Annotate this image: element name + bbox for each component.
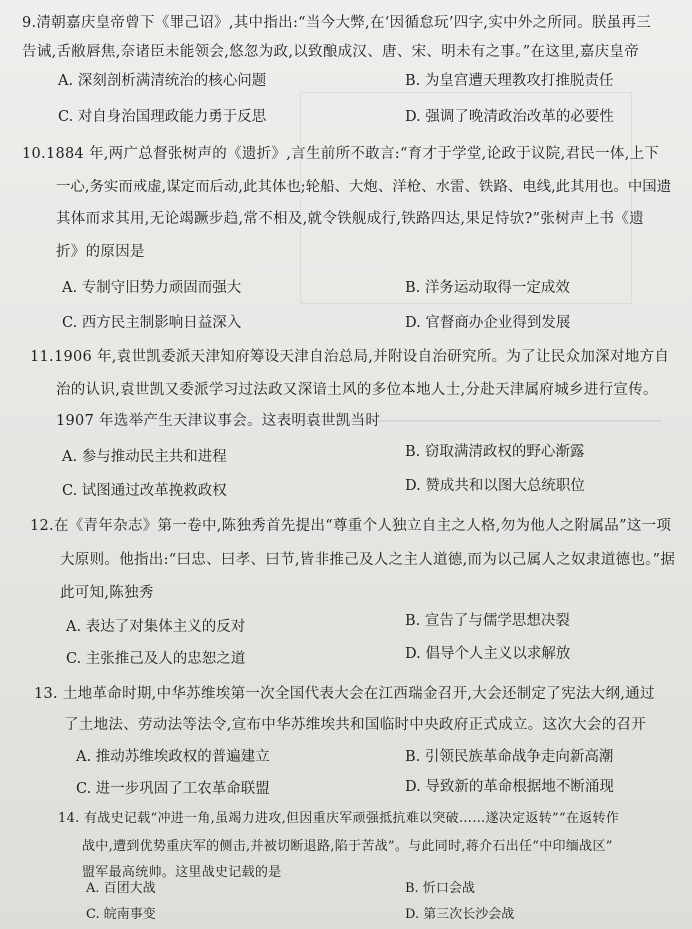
question-10-line-3: 其体而求其用,无论竭蹶步趋,常不相及,就令铁舰成行,铁路四达,果足恃欤?”张树声上书《遗 [56, 211, 644, 227]
question-13-line-1: 13. 土地革命时期,中华苏维埃第一次全国代表大会在江西瑞金召开,大会还制定了宪法大纲,通过 [34, 686, 655, 702]
question-10-option-c: C. 西方民主制影响日益深入 [62, 315, 242, 331]
question-12-option-d: D. 倡导个人主义以求解放 [405, 646, 571, 662]
question-9-option-d: D. 强调了晚清政治改革的必要性 [405, 109, 614, 125]
question-11-line-3: 1907 年选举产生天津议事会。这表明袁世凯当时 [56, 413, 381, 429]
question-10-line-1: 10.1884 年,两广总督张树声的《遗折》,言生前所不敢言:“育才于学堂,论政于议院,君民一体,上下 [22, 146, 660, 162]
question-11-option-a: A. 参与推动民主共和进程 [62, 449, 227, 465]
question-11-option-c: C. 试图通过改革挽救政权 [62, 483, 227, 499]
question-12-line-1: 12.在《青年杂志》第一卷中,陈独秀首先提出“尊重个人独立自主之人格,勿为他人之附属品”这一项 [30, 518, 672, 534]
question-12-line-3: 此可知,陈独秀 [60, 585, 154, 601]
question-9-option-b: B. 为皇宫遭天理教攻打推脱责任 [405, 73, 614, 89]
question-14-option-a: A. 百团大战 [86, 881, 156, 896]
question-12-option-c: C. 主张推己及人的忠恕之道 [66, 651, 246, 667]
question-10-option-a: A. 专制守旧势力顽固而强大 [62, 280, 242, 296]
question-10-line-4: 折》的原因是 [56, 244, 145, 260]
question-14-line-2: 战中,遭到优势重庆军的侧击,并被切断退路,陷于苦战”。与此同时,蒋介石出任“中印缅战区” [82, 839, 613, 854]
question-11-option-d: D. 赞成共和以图大总统职位 [405, 478, 585, 494]
question-14-option-b: B. 忻口会战 [405, 881, 475, 896]
question-12-option-a: A. 表达了对集体主义的反对 [66, 619, 246, 635]
question-12-option-b: B. 宣告了与儒学思想决裂 [405, 613, 570, 629]
question-14-option-c: C. 皖南事变 [86, 907, 156, 922]
question-11-line-1: 11.1906 年,袁世凯委派天津知府筹设天津自治总局,并附设自治研究所。为了让民众加深对地方自 [30, 349, 670, 365]
question-13-line-2: 了土地法、劳动法等法令,宣布中华苏维埃共和国临时中央政府正式成立。这次大会的召开 [64, 717, 647, 733]
question-13-option-a: A. 推动苏维埃政权的普遍建立 [76, 749, 270, 765]
question-14-line-3: 盟军最高统帅。这里战史记载的是 [82, 865, 282, 880]
question-10-option-b: B. 洋务运动取得一定成效 [405, 280, 570, 296]
question-13-option-c: C. 进一步巩固了工农革命联盟 [76, 781, 270, 797]
question-9-line-1: 9.清朝嘉庆皇帝曾下《罪己诏》,其中指出:“当今大弊,在‘因循怠玩’四字,实中外之所同。朕虽再三 [22, 15, 652, 31]
question-10-option-d: D. 官督商办企业得到发展 [405, 315, 571, 331]
question-13-option-d: D. 导致新的革命根据地不断涌现 [405, 779, 614, 795]
question-12-line-2: 大原则。他指出:“曰忠、曰孝、曰节,皆非推己及人之主人道德,而为以己属人之奴隶道德也。”据 [60, 552, 676, 568]
question-13-option-b: B. 引领民族革命战争走向新高潮 [405, 749, 614, 765]
question-14-option-d: D. 第三次长沙会战 [405, 907, 515, 922]
question-10-line-2: 一心,务实而戒虚,谋定而后动,此其体也;轮船、大炮、洋枪、水雷、铁路、电线,此其用也。中国遗 [56, 179, 672, 195]
question-11-line-2: 治的认识,袁世凯又委派学习过法政又深谙土风的多位本地人士,分赴天津属府城乡进行宣传。 [56, 382, 658, 398]
question-9-option-a: A. 深刻剖析满清统治的核心问题 [58, 73, 267, 89]
question-11-option-b: B. 窃取满清政权的野心渐露 [405, 444, 585, 460]
question-9-option-c: C. 对自身治国理政能力勇于反思 [58, 109, 267, 125]
question-14-line-1: 14. 有战史记载“冲进一角,虽竭力进攻,但因重庆军顽强抵抗难以突破……遂决定返转”“在返转作 [58, 811, 620, 826]
question-9-line-2: 告诫,舌敝唇焦,奈诸臣未能领会,悠忽为政,以致酿成汉、唐、宋、明未有之事。”在这里,嘉庆皇帝 [22, 44, 640, 60]
